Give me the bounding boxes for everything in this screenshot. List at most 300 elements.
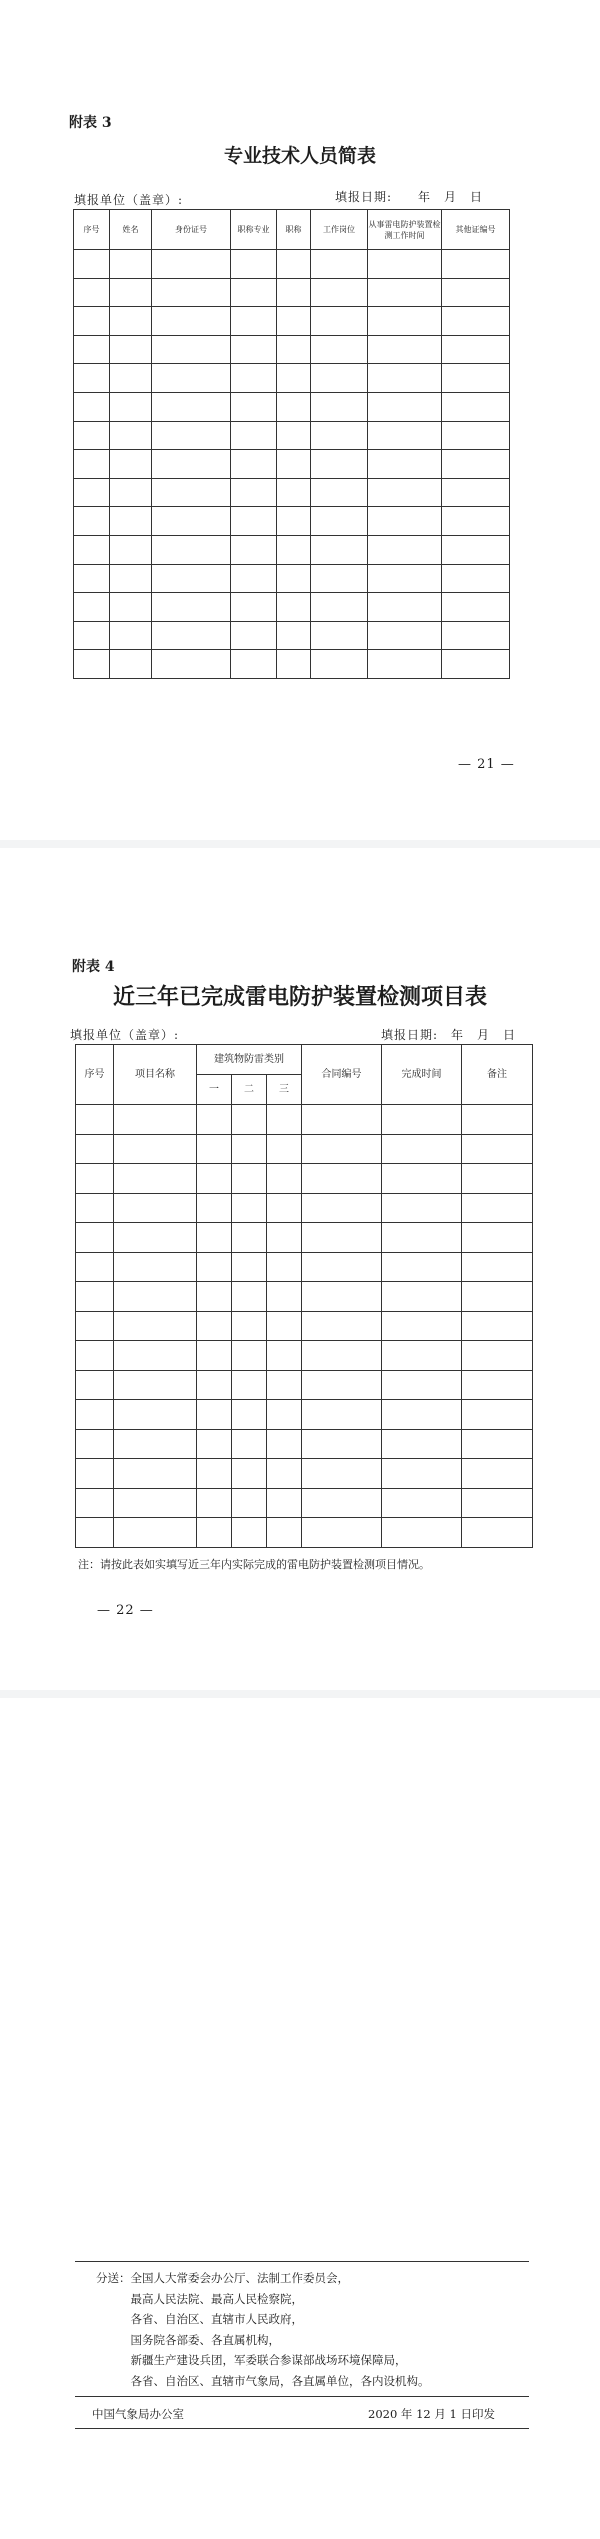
table-cell xyxy=(231,564,277,593)
table-cell xyxy=(462,1459,533,1489)
table-cell xyxy=(76,1429,114,1459)
table-cell xyxy=(302,1459,382,1489)
table-cell xyxy=(76,1400,114,1430)
table-cell xyxy=(382,1311,462,1341)
table-cell xyxy=(110,621,152,650)
table-cell xyxy=(368,392,442,421)
table-cell xyxy=(197,1311,232,1341)
table-cell xyxy=(76,1488,114,1518)
table-cell xyxy=(311,593,368,622)
table-cell xyxy=(368,364,442,393)
table-cell xyxy=(197,1429,232,1459)
table-cell xyxy=(76,1164,114,1194)
table-cell xyxy=(152,364,231,393)
table-cell xyxy=(442,250,510,279)
table-row xyxy=(76,1223,533,1253)
table-cell xyxy=(74,593,110,622)
table-cell xyxy=(74,564,110,593)
table-row xyxy=(74,335,510,364)
table-cell xyxy=(277,307,311,336)
table-cell xyxy=(302,1370,382,1400)
table-cell xyxy=(74,364,110,393)
table-cell xyxy=(110,650,152,679)
table-cell xyxy=(197,1370,232,1400)
table-cell xyxy=(382,1400,462,1430)
table-cell xyxy=(232,1518,267,1548)
table-cell xyxy=(462,1488,533,1518)
fill-unit-label: 填报单位（盖章）: xyxy=(74,193,184,207)
column-header: 职称 xyxy=(277,210,311,250)
table-cell xyxy=(76,1134,114,1164)
table-cell xyxy=(114,1252,197,1282)
table-cell xyxy=(462,1282,533,1312)
table-cell xyxy=(232,1370,267,1400)
table-cell xyxy=(197,1518,232,1548)
table-cell xyxy=(302,1400,382,1430)
table-cell xyxy=(462,1518,533,1548)
table-cell xyxy=(311,507,368,536)
table-cell xyxy=(302,1282,382,1312)
table-cell xyxy=(368,307,442,336)
table-row xyxy=(76,1282,533,1312)
table-cell xyxy=(277,335,311,364)
table-cell xyxy=(74,450,110,479)
table-cell xyxy=(368,278,442,307)
table-cell xyxy=(231,507,277,536)
table-cell xyxy=(232,1341,267,1371)
table-cell xyxy=(232,1400,267,1430)
table-cell xyxy=(114,1518,197,1548)
table-cell xyxy=(152,250,231,279)
table-cell xyxy=(76,1518,114,1548)
table-cell xyxy=(442,621,510,650)
table-row xyxy=(76,1164,533,1194)
table-cell xyxy=(74,421,110,450)
appendix-label: 附表 3 xyxy=(69,115,112,131)
table-cell xyxy=(74,392,110,421)
column-header: 其他证编号 xyxy=(442,210,510,250)
table-cell xyxy=(110,307,152,336)
table-cell xyxy=(76,1223,114,1253)
table-cell xyxy=(382,1252,462,1282)
table-cell xyxy=(110,507,152,536)
table-cell xyxy=(302,1341,382,1371)
table-cell xyxy=(462,1429,533,1459)
page-number: — 21 — xyxy=(458,757,515,772)
col-completion-time: 完成时间 xyxy=(382,1045,462,1105)
table-cell xyxy=(277,392,311,421)
table-cell xyxy=(231,478,277,507)
table-row xyxy=(74,364,510,393)
table-cell xyxy=(197,1282,232,1312)
table-cell xyxy=(232,1488,267,1518)
table-cell xyxy=(74,650,110,679)
table-cell xyxy=(152,593,231,622)
table-cell xyxy=(114,1311,197,1341)
table-row xyxy=(74,450,510,479)
table-cell xyxy=(382,1105,462,1135)
table-cell xyxy=(462,1193,533,1223)
table-cell xyxy=(267,1134,302,1164)
table-row xyxy=(74,421,510,450)
table-cell xyxy=(382,1518,462,1548)
table-cell xyxy=(368,507,442,536)
table-cell xyxy=(277,535,311,564)
table-cell xyxy=(442,564,510,593)
table-cell xyxy=(76,1311,114,1341)
table-row xyxy=(74,478,510,507)
table-cell xyxy=(442,335,510,364)
table-row xyxy=(74,564,510,593)
table-cell xyxy=(231,335,277,364)
table-cell xyxy=(277,250,311,279)
table-cell xyxy=(76,1282,114,1312)
table-cell xyxy=(267,1370,302,1400)
table-cell xyxy=(302,1223,382,1253)
table-cell xyxy=(152,478,231,507)
table-row xyxy=(76,1311,533,1341)
table-cell xyxy=(302,1488,382,1518)
table-cell xyxy=(197,1223,232,1253)
table-cell xyxy=(232,1252,267,1282)
col-class-3: 三 xyxy=(267,1075,302,1105)
table-row xyxy=(74,392,510,421)
table-cell xyxy=(231,364,277,393)
table-row xyxy=(76,1488,533,1518)
table-cell xyxy=(152,621,231,650)
table-cell xyxy=(462,1341,533,1371)
table-cell xyxy=(76,1370,114,1400)
table-cell xyxy=(462,1105,533,1135)
table-cell xyxy=(76,1341,114,1371)
table-cell xyxy=(114,1370,197,1400)
column-header: 姓名 xyxy=(110,210,152,250)
table-cell xyxy=(277,621,311,650)
table-row xyxy=(76,1459,533,1489)
distribution-line: 最高人民法院、最高人民检察院， xyxy=(96,2291,303,2306)
table-cell xyxy=(277,507,311,536)
table-cell xyxy=(311,535,368,564)
table-cell xyxy=(114,1429,197,1459)
page-22 xyxy=(0,848,600,1690)
table-cell xyxy=(368,564,442,593)
table-cell xyxy=(462,1311,533,1341)
issuer: 中国气象局办公室 xyxy=(92,2407,184,2421)
table-row xyxy=(74,650,510,679)
divider-middle xyxy=(75,2396,529,2397)
table-cell xyxy=(267,1311,302,1341)
table-cell xyxy=(267,1488,302,1518)
page-number: — 22 — xyxy=(97,1603,154,1618)
table-cell xyxy=(231,535,277,564)
table-cell xyxy=(152,507,231,536)
table-cell xyxy=(232,1429,267,1459)
table-row xyxy=(74,621,510,650)
table-cell xyxy=(197,1488,232,1518)
distribution-line: 国务院各部委、各直属机构， xyxy=(96,2332,280,2347)
page-title: 近三年已完成雷电防护装置检测项目表 xyxy=(112,984,487,1010)
table-cell xyxy=(110,392,152,421)
table-cell xyxy=(197,1105,232,1135)
table-cell xyxy=(311,421,368,450)
col-seq: 序号 xyxy=(76,1045,114,1105)
table-row xyxy=(74,535,510,564)
table-cell xyxy=(231,650,277,679)
staff-table xyxy=(73,209,510,679)
distribution-list xyxy=(96,2268,430,2391)
table-cell xyxy=(231,593,277,622)
table-cell xyxy=(267,1341,302,1371)
table-cell xyxy=(368,450,442,479)
fill-date-label: 填报日期: 年 月 日 xyxy=(381,1028,517,1042)
table-cell xyxy=(311,250,368,279)
table-cell xyxy=(382,1429,462,1459)
table-row xyxy=(74,307,510,336)
table-cell xyxy=(74,535,110,564)
table-cell xyxy=(442,450,510,479)
table-cell xyxy=(231,278,277,307)
projects-table xyxy=(75,1044,533,1548)
table-cell xyxy=(232,1459,267,1489)
table-cell xyxy=(76,1252,114,1282)
table-cell xyxy=(152,278,231,307)
table-cell xyxy=(267,1252,302,1282)
table-cell xyxy=(267,1105,302,1135)
table-cell xyxy=(114,1341,197,1371)
table-cell xyxy=(311,621,368,650)
table-cell xyxy=(197,1459,232,1489)
table-cell xyxy=(267,1193,302,1223)
table-cell xyxy=(76,1193,114,1223)
table-cell xyxy=(231,421,277,450)
table-cell xyxy=(110,278,152,307)
table-row xyxy=(76,1400,533,1430)
table-cell xyxy=(368,250,442,279)
table-cell xyxy=(442,478,510,507)
distribution-line: 各省、自治区、直辖市气象局，各直属单位，各内设机构。 xyxy=(96,2373,430,2388)
table-cell xyxy=(197,1164,232,1194)
col-class-1: 一 xyxy=(197,1075,232,1105)
table-cell xyxy=(76,1105,114,1135)
divider-bottom xyxy=(75,2428,529,2429)
print-date: 2020 年 12 月 1 日印发 xyxy=(368,2407,495,2421)
table-cell xyxy=(382,1223,462,1253)
table-cell xyxy=(277,650,311,679)
table-cell xyxy=(311,307,368,336)
table-cell xyxy=(462,1164,533,1194)
table-cell xyxy=(110,450,152,479)
table-cell xyxy=(382,1459,462,1489)
table-cell xyxy=(368,621,442,650)
table-cell xyxy=(302,1429,382,1459)
table-cell xyxy=(232,1134,267,1164)
table-cell xyxy=(110,564,152,593)
table-cell xyxy=(311,335,368,364)
table-cell xyxy=(442,307,510,336)
table-cell xyxy=(442,535,510,564)
col-class-2: 二 xyxy=(232,1075,267,1105)
table-cell xyxy=(152,392,231,421)
table-cell xyxy=(231,250,277,279)
column-header: 职称专业 xyxy=(231,210,277,250)
table-cell xyxy=(368,421,442,450)
table-cell xyxy=(442,593,510,622)
table-row xyxy=(74,507,510,536)
table-cell xyxy=(232,1311,267,1341)
table-cell xyxy=(110,364,152,393)
appendix-label: 附表 4 xyxy=(72,959,115,975)
table-row xyxy=(76,1134,533,1164)
table-cell xyxy=(114,1134,197,1164)
table-row xyxy=(76,1252,533,1282)
table-cell xyxy=(114,1164,197,1194)
table-cell xyxy=(152,307,231,336)
table-cell xyxy=(442,392,510,421)
table-cell xyxy=(277,364,311,393)
table-row xyxy=(76,1429,533,1459)
table-cell xyxy=(277,564,311,593)
table-cell xyxy=(74,250,110,279)
table-cell xyxy=(197,1193,232,1223)
table-cell xyxy=(114,1459,197,1489)
table-cell xyxy=(368,593,442,622)
table-cell xyxy=(152,650,231,679)
table-cell xyxy=(277,421,311,450)
table-cell xyxy=(368,535,442,564)
table-cell xyxy=(74,478,110,507)
page-21 xyxy=(0,0,600,840)
distribution-line: 分送：全国人大常委会办公厅、法制工作委员会， xyxy=(96,2271,349,2285)
column-header: 身份证号 xyxy=(152,210,231,250)
table-cell xyxy=(302,1164,382,1194)
column-header: 从事雷电防护装置检测工作时间 xyxy=(368,210,442,250)
table-cell xyxy=(110,250,152,279)
table-row xyxy=(74,250,510,279)
table-cell xyxy=(74,621,110,650)
table-cell xyxy=(232,1193,267,1223)
table-cell xyxy=(74,307,110,336)
table-cell xyxy=(74,507,110,536)
fill-date-label: 填报日期: 年 月 日 xyxy=(335,190,484,204)
table-cell xyxy=(152,535,231,564)
table-cell xyxy=(302,1193,382,1223)
table-cell xyxy=(232,1282,267,1312)
table-cell xyxy=(152,564,231,593)
col-contract-no: 合同编号 xyxy=(302,1045,382,1105)
table-row xyxy=(74,593,510,622)
table-cell xyxy=(442,650,510,679)
col-remark: 备注 xyxy=(462,1045,533,1105)
table-cell xyxy=(267,1429,302,1459)
table-cell xyxy=(76,1459,114,1489)
table-cell xyxy=(382,1134,462,1164)
table-cell xyxy=(110,478,152,507)
table-row xyxy=(76,1518,533,1548)
table-cell xyxy=(382,1193,462,1223)
table-cell xyxy=(382,1341,462,1371)
table-cell xyxy=(110,421,152,450)
table-cell xyxy=(311,478,368,507)
table-cell xyxy=(74,278,110,307)
table-header-row xyxy=(74,210,510,250)
fill-unit-label: 填报单位（盖章）: xyxy=(70,1028,180,1042)
table-cell xyxy=(114,1400,197,1430)
table-cell xyxy=(462,1252,533,1282)
table-cell xyxy=(197,1134,232,1164)
table-cell xyxy=(231,392,277,421)
table-cell xyxy=(277,450,311,479)
table-row xyxy=(76,1105,533,1135)
table-cell xyxy=(442,507,510,536)
table-cell xyxy=(311,392,368,421)
column-header: 序号 xyxy=(74,210,110,250)
table-cell xyxy=(114,1193,197,1223)
table-cell xyxy=(114,1105,197,1135)
table-cell xyxy=(277,278,311,307)
table-cell xyxy=(74,335,110,364)
table-cell xyxy=(302,1134,382,1164)
table-cell xyxy=(462,1370,533,1400)
table-cell xyxy=(110,593,152,622)
table-cell xyxy=(277,593,311,622)
table-cell xyxy=(267,1282,302,1312)
table-cell xyxy=(197,1252,232,1282)
table-row xyxy=(76,1370,533,1400)
distribution-line: 新疆生产建设兵团，军委联合参谋部战场环境保障局， xyxy=(96,2353,407,2367)
col-lightning-class: 建筑物防雷类别 xyxy=(197,1045,302,1075)
table-cell xyxy=(267,1459,302,1489)
table-cell xyxy=(152,450,231,479)
table-cell xyxy=(114,1488,197,1518)
table-cell xyxy=(382,1488,462,1518)
table-cell xyxy=(302,1311,382,1341)
table-cell xyxy=(302,1105,382,1135)
table-row xyxy=(74,278,510,307)
column-header: 工作岗位 xyxy=(311,210,368,250)
table-cell xyxy=(442,364,510,393)
distribution-line: 各省、自治区、直辖市人民政府， xyxy=(96,2312,303,2326)
table-cell xyxy=(232,1164,267,1194)
table-cell xyxy=(231,450,277,479)
table-cell xyxy=(152,421,231,450)
table-cell xyxy=(110,535,152,564)
table-cell xyxy=(462,1134,533,1164)
table-cell xyxy=(442,421,510,450)
table-cell xyxy=(462,1400,533,1430)
col-project-name: 项目名称 xyxy=(114,1045,197,1105)
table-cell xyxy=(232,1223,267,1253)
table-cell xyxy=(462,1223,533,1253)
table-cell xyxy=(277,478,311,507)
table-cell xyxy=(232,1105,267,1135)
table-cell xyxy=(311,364,368,393)
table-cell xyxy=(267,1223,302,1253)
table-cell xyxy=(311,450,368,479)
distribution-page xyxy=(0,1698,600,2539)
table-cell xyxy=(231,621,277,650)
table-note: 注：请按此表如实填写近三年内实际完成的雷电防护装置检测项目情况。 xyxy=(78,1558,430,1571)
table-row xyxy=(76,1193,533,1223)
table-cell xyxy=(368,650,442,679)
table-cell xyxy=(197,1400,232,1430)
table-cell xyxy=(302,1252,382,1282)
table-row xyxy=(76,1341,533,1371)
table-cell xyxy=(311,564,368,593)
table-cell xyxy=(382,1164,462,1194)
table-cell xyxy=(368,335,442,364)
table-cell xyxy=(267,1164,302,1194)
table-cell xyxy=(311,278,368,307)
